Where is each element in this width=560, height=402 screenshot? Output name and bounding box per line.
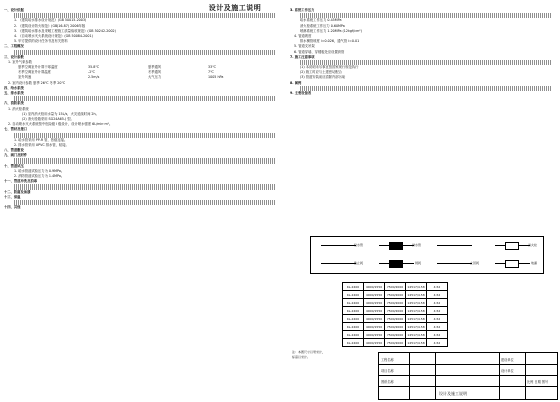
- note-line: 给水系统工作压力 0.45MPa: [300, 18, 342, 23]
- note-line: 四、给水系统: [4, 85, 24, 90]
- table-cell: 4000/1550: [364, 323, 385, 331]
- note-line: 十三、保温: [4, 194, 21, 199]
- legend-line-symbol: [437, 263, 472, 264]
- legend-line-symbol: [321, 263, 356, 264]
- note-line: 2. 室内设计参数 夏季 26℃ 冬季 20℃: [8, 80, 66, 85]
- param-cell: 33℃: [208, 65, 216, 70]
- note-line: 十二、防腐及油漆: [4, 189, 31, 194]
- table-cell: 7500/2000: [385, 331, 406, 339]
- legend-label: 给水管: [353, 243, 363, 247]
- note-line: 3. 《建筑给水排水及采暖工程施工质量验收规范》(GB 50242-2002): [14, 28, 116, 33]
- title-block-row2: 项目名称: [381, 369, 394, 373]
- table-cell: 4.52: [427, 339, 448, 347]
- legend-line-symbol: [321, 245, 356, 246]
- title-block-row1: 工程名称: [381, 358, 394, 362]
- legend-box-symbol: [505, 242, 519, 250]
- note-line: (2) 消火栓箱采用 SG24A65-J 型。: [22, 116, 74, 121]
- legend-label: 截止阀: [353, 261, 363, 265]
- table-cell: KL-2400: [343, 283, 364, 291]
- note-line: 6. 管道穿墙、穿楼板处应设置套管: [294, 49, 345, 54]
- table-cell: 14517/4.58: [407, 300, 425, 305]
- table-cell: 4000/1550: [364, 299, 385, 307]
- title-block-label-b: 设计单位: [501, 369, 514, 373]
- note-line: 5. 管道支吊架: [294, 44, 315, 49]
- param-cell: 夏季通风: [148, 65, 162, 70]
- table-cell: 4000/1550: [364, 307, 385, 315]
- table-cell: 4.52: [427, 315, 448, 323]
- table-cell: 4.52: [427, 291, 448, 299]
- table-cell: 4000/1550: [364, 315, 385, 323]
- paragraph-text-block: [14, 184, 276, 189]
- note-line: 一、设计依据: [4, 8, 24, 12]
- note-line: 8. 图例: [290, 80, 302, 85]
- note-line: 九、阀门及附件: [4, 153, 28, 158]
- legend-box-symbol: [389, 242, 403, 250]
- table-cell: 4.52: [427, 283, 448, 291]
- legend-item: [311, 258, 366, 269]
- param-cell: 夏季空调室外计算干球温度: [18, 65, 58, 70]
- table-cell: 4000/1550: [364, 283, 385, 291]
- table-cell: 14517/4.58: [407, 316, 425, 321]
- note-line: 十四、其他: [4, 205, 21, 210]
- param-cell: -2℃: [88, 70, 95, 75]
- table-row: [343, 307, 448, 315]
- table-cell: KL-2400: [343, 291, 364, 299]
- legend-item: [311, 240, 366, 251]
- legend-item: [427, 240, 482, 251]
- legend-label: 消火栓: [527, 243, 537, 247]
- note-line: 5. 甲方提供的设计任务书及有关资料: [14, 39, 68, 44]
- table-cell: KL-2400: [343, 323, 364, 331]
- legend-box-symbol: [505, 260, 519, 268]
- title-block: [378, 352, 558, 400]
- table-row: [343, 283, 448, 291]
- paragraph-text-block: [14, 13, 276, 18]
- table-cell: 7500/2000: [385, 339, 406, 347]
- paragraph-text-block: [14, 200, 276, 205]
- note-line: 三、设计参数: [4, 54, 24, 59]
- note-line: 9. 主要设备表: [290, 91, 312, 95]
- param-cell: 2.5m/s: [88, 75, 100, 80]
- legend-item: [369, 258, 424, 269]
- note-line: 4. 《自动喷水灭火系统设计规范》(GB 50084-2001): [14, 33, 93, 38]
- note-line: 1. 消火栓系统: [8, 106, 29, 111]
- title-block-label-a: 建设单位: [501, 358, 514, 362]
- table-cell: 14517/4.58: [407, 284, 425, 289]
- table-cell: 14517/4.58: [407, 324, 425, 329]
- table-cell: KL-2400: [343, 315, 364, 323]
- table-cell: 14517/4.58: [407, 292, 425, 297]
- note-line: 7. 施工注意事项: [290, 54, 315, 59]
- table-cell: 14517/4.58: [407, 308, 425, 313]
- notes-stamp: [292, 350, 325, 360]
- paragraph-text-block: [300, 13, 552, 18]
- legend-item: [485, 258, 540, 269]
- note-line: 2. 消防管道试验压力为 1.4MPa。: [14, 174, 65, 179]
- note-line: 1. 室外气象参数: [8, 59, 32, 64]
- note-line: 五、排水系统: [4, 91, 24, 96]
- table-row: [343, 299, 448, 307]
- note-line: 喷淋系统工作压力 1.20MPa (12kgf/cm²): [300, 28, 362, 33]
- table-cell: KL-2400: [343, 299, 364, 307]
- table-cell: 7500/2000: [385, 315, 406, 323]
- stamp-line: 注：本图尺寸以毫米计，: [292, 350, 326, 354]
- note-line: 3. 系统工作压力: [290, 8, 315, 12]
- legend-item: [427, 258, 482, 269]
- legend-item: [369, 240, 424, 251]
- table-cell: 4000/1550: [364, 331, 385, 339]
- right-notes-column: [290, 8, 552, 96]
- param-cell: 7℃: [208, 70, 214, 75]
- paragraph-text-block: [14, 133, 276, 138]
- table-cell: 7500/2000: [385, 291, 406, 299]
- table-cell: KL-2400: [343, 339, 364, 347]
- legend-box-symbol: [389, 260, 403, 268]
- table-cell: 4.52: [427, 331, 448, 339]
- paragraph-text-block: [14, 96, 276, 101]
- table-cell: 14517/4.58: [407, 332, 425, 337]
- table-cell: 7500/2000: [385, 283, 406, 291]
- table-row: [343, 291, 448, 299]
- note-line: 1. 《建筑给水排水设计规范》(GB 50015-2003): [14, 18, 87, 23]
- paragraph-text-block: [300, 86, 552, 91]
- note-line: 十一、管道冲洗及消毒: [4, 179, 37, 184]
- table-cell: KL-2400: [343, 331, 364, 339]
- legend-item: [485, 240, 540, 251]
- table-cell: 7500/2000: [385, 307, 406, 315]
- table-cell: 7500/2000: [385, 299, 406, 307]
- paragraph-text-block: [14, 50, 276, 55]
- legend-block: [310, 236, 544, 274]
- table-cell: 4000/1550: [364, 291, 385, 299]
- note-line: 八、管道敷设: [4, 148, 24, 153]
- param-cell: 大气压力: [148, 75, 162, 80]
- note-line: (1) 本说明未尽事宜按国家现行规范执行: [300, 65, 359, 70]
- paragraph-text-block: [14, 158, 276, 163]
- legend-label: 排水管: [411, 243, 421, 247]
- param-cell: 冬季通风: [148, 70, 162, 75]
- legend-line-symbol: [437, 245, 472, 246]
- legend-label: 地漏: [530, 261, 537, 265]
- table-cell: KL-2400: [343, 307, 364, 315]
- table-row: [343, 339, 448, 347]
- legend-label: 闸阀: [414, 261, 421, 265]
- note-line: 二、工程概况: [4, 44, 24, 49]
- table-cell: 4.52: [427, 323, 448, 331]
- param-cell: 冬季空调室外计算温度: [18, 70, 51, 75]
- table-row: [343, 323, 448, 331]
- paragraph-text-block: [300, 60, 552, 65]
- note-line: 七、管材及接口: [4, 127, 28, 132]
- note-line: 2. 自动喷水灭火系统按中危险级 I 级设计，设计喷水强度 6L/min·m²。: [8, 122, 113, 127]
- note-line: 2. 《建筑设计防火规范》(GBJ16-87) 2006年版: [14, 23, 86, 28]
- note-line: (3) 管道安装前应清除内部污垢: [300, 75, 346, 80]
- note-line: (2) 施工时应与土建密切配合: [300, 70, 342, 75]
- drawing-name: 设计及施工说明: [439, 391, 467, 396]
- note-line: 4. 管道坡度: [294, 33, 312, 38]
- left-notes-column: [4, 8, 276, 210]
- title-block-row3: 图纸名称: [381, 380, 394, 384]
- note-line: 六、消防系统: [4, 101, 24, 106]
- note-line: 排水横管坡度 i=0.026，通气管 i=0.01: [300, 39, 360, 44]
- note-line: 1. 给水管道试验压力为 0.9MPa。: [14, 168, 65, 173]
- note-line: 消火栓系统工作压力 0.60MPa: [300, 23, 345, 28]
- table-cell: 7500/2000: [385, 323, 406, 331]
- note-line: 1. 给水管采用 PP-R 管，热熔连接。: [14, 137, 68, 142]
- stamp-line: 标高以米计。: [292, 355, 311, 359]
- table-row: [343, 331, 448, 339]
- climate-params-grid: [4, 65, 276, 81]
- note-line: (1) 室内消火栓用水量为 15L/s，火灾延续时间 2h。: [22, 111, 99, 116]
- table-cell: 4.52: [427, 307, 448, 315]
- param-cell: 室外风速: [18, 75, 32, 80]
- param-cell: 1005 hPa: [208, 75, 224, 80]
- table-cell: 14517/4.58: [407, 340, 425, 345]
- note-line: 十、管道试压: [4, 163, 24, 168]
- param-cell: 35.8℃: [88, 65, 100, 70]
- sheet-title: 设计及施工说明: [208, 4, 262, 12]
- table-cell: 4.52: [427, 299, 448, 307]
- equipment-schedule-table: [342, 282, 448, 347]
- title-block-label-c: 比例 日期 图号: [527, 380, 549, 384]
- table-row: [343, 315, 448, 323]
- table-cell: 4000/1550: [364, 339, 385, 347]
- note-line: 2. 排水管采用 UPVC 排水管，粘接。: [14, 142, 69, 147]
- legend-label: 止回阀: [469, 261, 479, 265]
